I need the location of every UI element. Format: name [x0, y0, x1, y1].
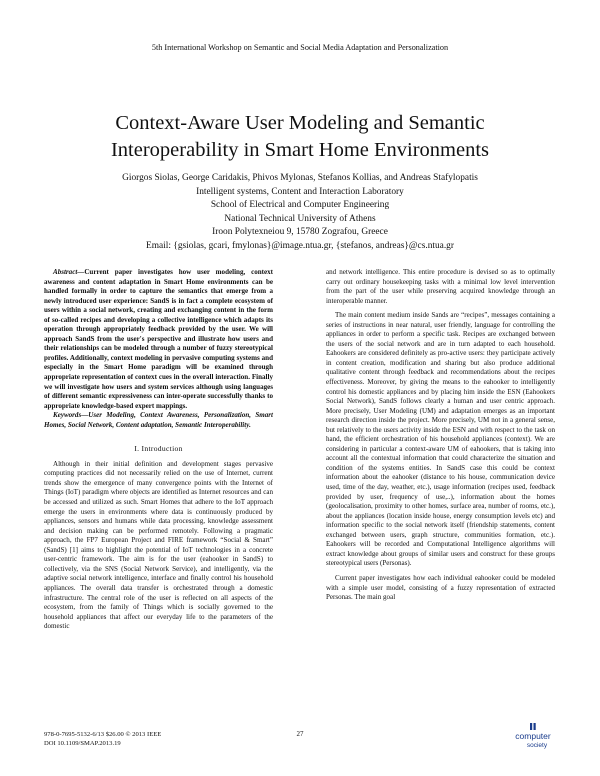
logo-text-society: society [526, 742, 548, 749]
keywords-label: Keywords [53, 411, 82, 420]
abstract [44, 268, 273, 411]
abstract-text: —Current paper investigates how user modeling, context awareness and content adaptation in Smart Home environments can be handled formally in order to capture the semantics that emerge from a newly introduced user experience: SandS is in fact a complete ecosystem of users within a social network, creating and exchanging content in the form of so-called recipes and developing a collective intelligence which adapts its operation through appropriately feedback provided by the user. We will approach SandS from the user's perspective and illustrate how users and their relationships can be modeled through a number of fuzzy stereotypical profiles. Additionally, context modeling in pervasive computing systems and especially in the Smart Home paradigm will be examined through appropriate representation of context cues in the overall interaction. Finally we will investigate how users and system services although using languages of different semantic expressiveness can inter-operate successfully thanks to appropriate knowledge-based expert mappings. [44, 268, 273, 410]
introduction-paragraph-1: Although in their initial definition and development stages pervasive computing practices did not necessarily relied on the use of Internet, current trends show the emergence of many convergence points with the Internet of Things (IoT) paradigm where objects are identified as Internet resources and can be accessed and utilized as such. Smart Homes that adhere to the IoT approach emerge the users in environments where data is continuously produced by appliances, sensors and humans while data processing, knowledge assessment and decision making can be performed remotely. Following a pragmatic approach, the FP7 European Project and FIRE framework “Social & Smart” (SandS) [1] aims to highlight the potential of IoT technologies in a concrete user-centric framework. The aim is for the user (eahooker in SandS) to collectively, via the SNS (Social Network Service), and intelligently, via the adaptive social network intelligence, interface and finally control his household appliances. The overall data transfer is orchestrated through a domestic infrastructure. The central role of the user is reflected on all aspects of the ecosystem, from the family of Things which is socially governed to the household appliances that affect our everyday life to the parameters of the domestic [44, 459, 273, 631]
paper-title [0, 110, 600, 164]
affiliation-university: National Technical University of Athens [224, 213, 376, 224]
right-paragraph-3: Current paper investigates how each individual eahooker could be modeled with a simple user model, consisting of a fuzzy representation of extracted Personas. The main goal [326, 573, 555, 602]
title-line-1: Context-Aware User Modeling and Semantic [115, 112, 485, 134]
right-column [326, 268, 555, 603]
footer-doi: DOI 10.1109/SMAP.2013.19 [44, 740, 121, 747]
header-conference: 5th International Workshop on Semantic and Social Media Adaptation and Personalization [151, 43, 449, 52]
keywords [44, 411, 273, 430]
author-emails: Email: {gsiolas, gcari, fmylonas}@image.ntua.gr, {stefanos, andreas}@cs.ntua.gr [146, 240, 454, 251]
left-column [44, 268, 273, 632]
computer-society-logo-icon [509, 723, 557, 749]
abstract-label: Abstract [53, 268, 78, 276]
page-number: 27 [296, 730, 304, 738]
logo-text-computer: computer [515, 731, 551, 741]
author-block [0, 172, 600, 254]
author-names: Giorgos Siolas, George Caridakis, Phivos Mylonas, Stefanos Kollias, and Andreas Stafylopatis [122, 173, 478, 183]
title-line-2: Interoperability in Smart Home Environments [110, 139, 490, 161]
affiliation-school: School of Electrical and Computer Engineering [210, 200, 390, 211]
right-paragraph-2: The main content medium inside Sands are “recipes”, messages containing a series of instructions in near natural, user friendly, language for controlling the appliances in order to perform a specific task. Recipes are exchanged between the users of the social network and are in turn adapted to each household. Eahookers are considered definitely as pro-active users: they participate actively in content creation, modification and sharing but also produce additional qualitative content through feedback and recommendations about the recipes effectiveness. Moreover, by giving the means to the eahooker to intelligently control his domestic appliances and by placing him inside the ESN (Eahookers Social Network), SandS follows clearly a human and user centric approach. More precisely, User Modeling (UM) and adaptation emerges as an important research direction inside the project. More precisely, UM not in a general sense, but relatively to the users activity inside the ESN and with respect to the task on hand, the efficient orchestration of his household appliances (context). We are considering in particular a context-aware UM of eahookers, that is taking into account all the contextual information that could characterize the situation and condition of the systems entities. In SandS case this could be context information about the eahooker (distance to his house, communication device used, time of the day, weather, etc.), usage information (recipes used, feedback provided by user, frequency of use,..), information about the homes (geolocalisation, proximity to other homes, surface area, number of rooms, etc.), about the appliances (location inside house, energy consumption levels etc) and information specific to the social network itself (friendship statements, content exchanged between users, graph structure, communities formation, etc.). Eahookers will be recorded and Computational Intelligence algorithms will extract knowledge about groups of similar users and construct for these groups stereotypical users (Personas). [326, 311, 555, 568]
keywords-text: —User Modeling, Context Awareness, Personalization, Smart Homes, Social Network, Content adaptation, Semantic Interoperability. [44, 411, 273, 429]
right-paragraph-1: and network intelligence. This entire procedure is devised so as to optimally carry out ordinary housekeeping tasks with a minimal low level intervention from the part of the user while preserving acquired knowledge through an interoperable manner. [326, 268, 555, 305]
affiliation-lab: Intelligent systems, Content and Interaction Laboratory [196, 186, 404, 197]
affiliation-address: Iroon Polytexneiou 9, 15780 Zografou, Greece [212, 227, 388, 238]
footer-isbn: 978-0-7695-5132-6/13 $26.00 © 2013 IEEE [44, 731, 162, 738]
section-heading-introduction: I. Introduction [134, 444, 183, 454]
